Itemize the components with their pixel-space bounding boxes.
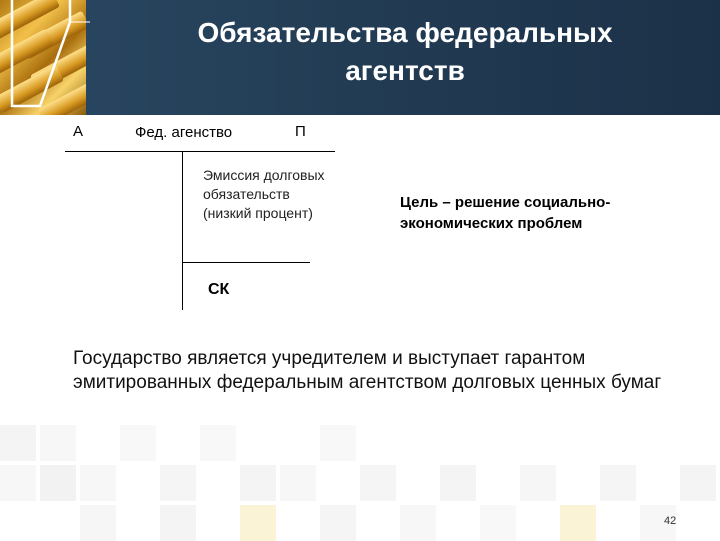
emission-text: Эмиссия долговых обязательств (низкий процент) (203, 167, 325, 221)
title-line-2: агентств (345, 55, 465, 86)
account-top-line (65, 151, 335, 152)
agency-label: Фед. агенство (135, 124, 233, 141)
goal-text: Цель – решение социально-экономических проблем (400, 194, 611, 232)
assets-label: А (73, 123, 84, 140)
decorative-squares (0, 425, 720, 540)
slide-title (90, 14, 720, 90)
page-number: 42 (664, 515, 677, 527)
equity-label: СК (208, 281, 230, 298)
liabilities-label: П (295, 123, 306, 140)
equity-separator-line (182, 262, 310, 263)
account-divider-line (182, 152, 183, 310)
main-statement: Государство является учредителем и выступает гарантом эмитированных федеральным агентством долговых ценных бумаг (73, 348, 662, 393)
title-line-1: Обязательства федеральных (197, 17, 613, 48)
